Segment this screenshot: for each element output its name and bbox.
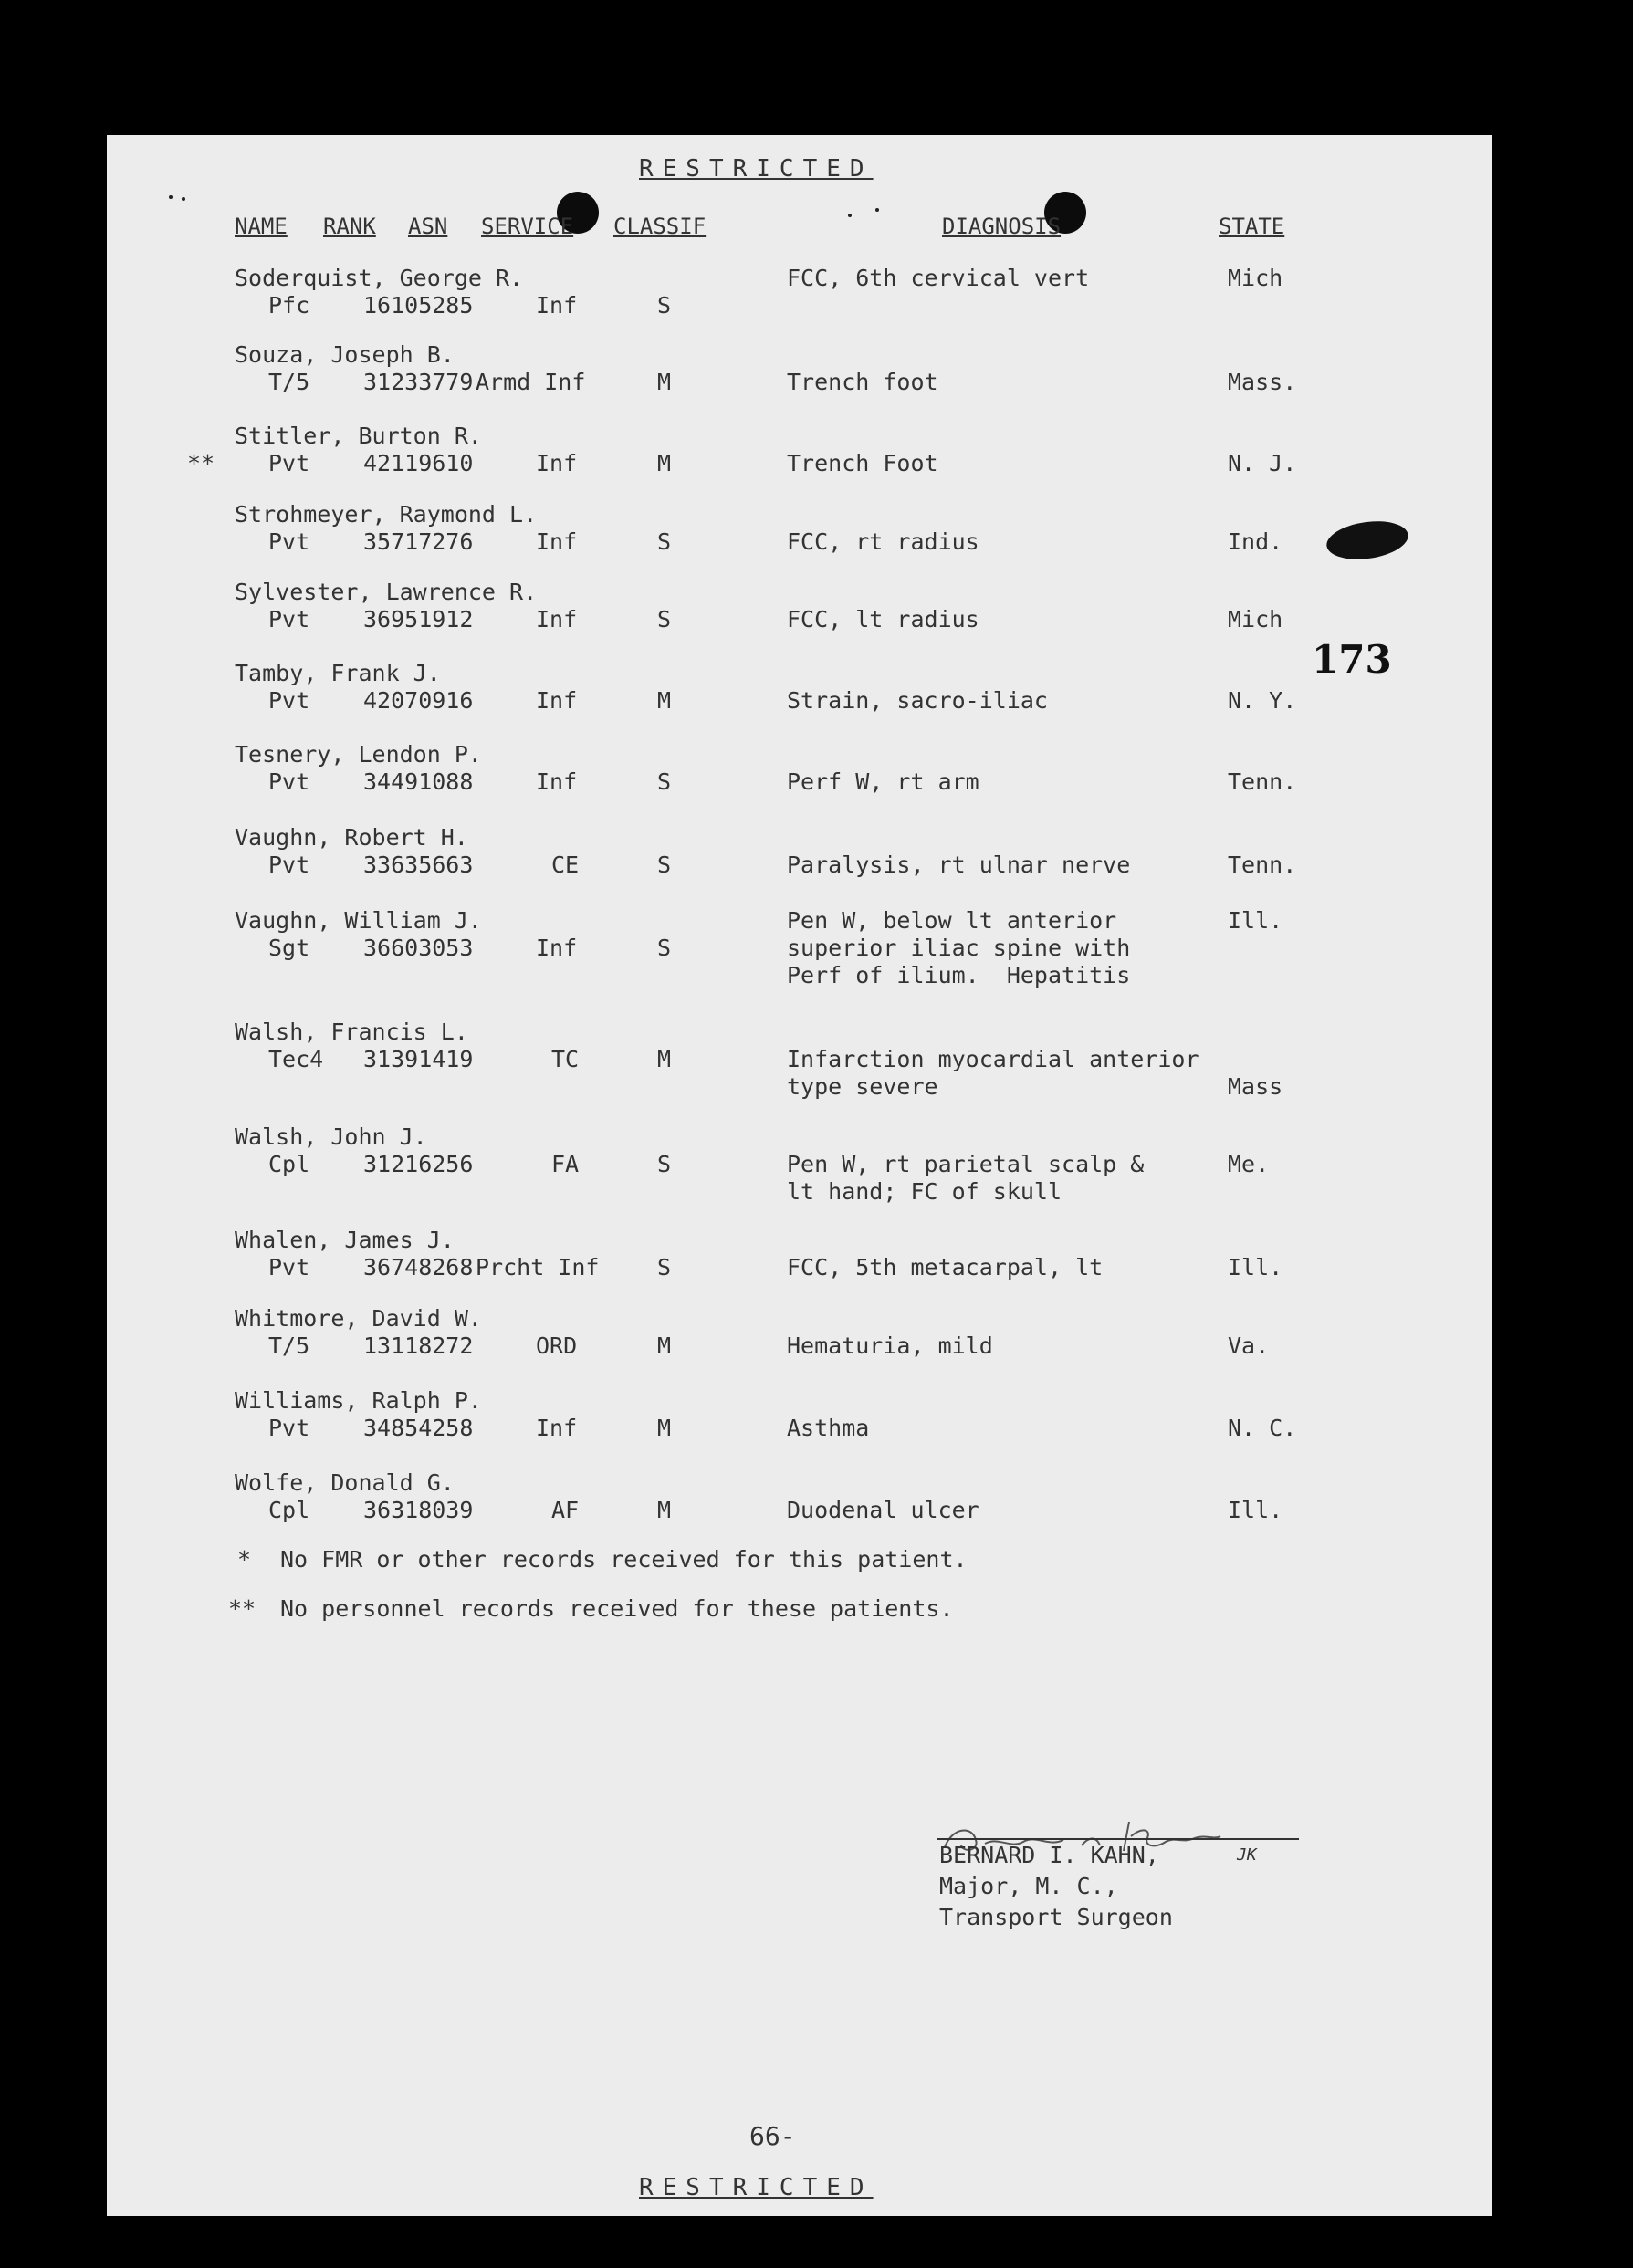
patient-diagnosis-line: Trench Foot [787,450,938,476]
patient-state: Tenn. [1228,852,1297,878]
patient-name: Vaughn, William J. [235,907,482,934]
patient-classif: S [657,852,672,878]
patient-diagnosis-line: FCC, lt radius [787,606,979,632]
col-diagnosis: DIAGNOSIS [942,214,1062,239]
patient-rank: Pvt [268,768,310,795]
col-asn: ASN [408,214,448,239]
patient-service: Inf [536,528,578,555]
patient-name: Stitler, Burton R. [235,423,482,449]
patient-classif: S [657,292,672,319]
patient-name: Tamby, Frank J. [235,660,441,686]
patient-asn: 42119610 [363,450,474,476]
patient-service: Inf [536,606,578,632]
patient-state: Tenn. [1228,768,1297,795]
patient-asn: 36951912 [363,606,474,632]
footnote-mark-1: * [237,1546,252,1573]
patient-classif: M [657,1415,672,1441]
patient-diagnosis-line: superior iliac spine with [787,935,1131,961]
patient-diagnosis-line: Duodenal ulcer [787,1497,979,1523]
patient-classif: S [657,1254,672,1280]
patient-rank: Cpl [268,1497,310,1523]
patient-classif: M [657,369,672,395]
patient-diagnosis-line: Pen W, rt parietal scalp & [787,1151,1145,1177]
patient-service: CE [551,852,580,878]
patient-classif: M [657,1333,672,1359]
patient-asn: 34854258 [363,1415,474,1441]
patient-asn: 36748268 [363,1254,474,1280]
patient-classif: M [657,1046,672,1072]
page-footer-number: 66- [749,2121,796,2151]
patient-diagnosis-line: Perf of ilium. Hepatitis [787,962,1131,988]
patient-asn: 36318039 [363,1497,474,1523]
patient-rank: Pvt [268,450,310,476]
patient-state: Ill. [1228,1497,1283,1523]
patient-name: Strohmeyer, Raymond L. [235,501,538,528]
patient-asn: 42070916 [363,687,474,714]
patient-state: Mass. [1228,369,1297,395]
speck [182,197,185,201]
col-state: STATE [1219,214,1285,239]
patient-rank: Pvt [268,528,310,555]
speck [875,208,879,212]
patient-name: Walsh, Francis L. [235,1019,468,1045]
patient-asn: 33635663 [363,852,474,878]
speck [169,195,173,199]
patient-service: ORD [536,1333,578,1359]
patient-diagnosis-line: Strain, sacro-iliac [787,687,1048,714]
patient-diagnosis-line: Perf W, rt arm [787,768,979,795]
patient-name: Wolfe, Donald G. [235,1469,455,1496]
patient-service: Inf [536,450,578,476]
patient-rank: Pvt [268,1254,310,1280]
patient-diagnosis-line: Paralysis, rt ulnar nerve [787,852,1131,878]
patient-asn: 31216256 [363,1151,474,1177]
patient-classif: S [657,528,672,555]
patient-diagnosis-line: FCC, 5th metacarpal, lt [787,1254,1104,1280]
patient-service: Inf [536,1415,578,1441]
patient-diagnosis-line: Hematuria, mild [787,1333,993,1359]
patient-name: Vaughn, Robert H. [235,824,468,851]
signer-initials: JK [1237,1845,1257,1865]
signature-line [937,1838,1299,1840]
speck [848,214,852,217]
patient-asn: 31233779 [363,369,474,395]
patient-rank: Cpl [268,1151,310,1177]
patient-diagnosis-line: lt hand; FC of skull [787,1178,1062,1205]
patient-service: AF [551,1497,580,1523]
footnote-text-1: No FMR or other records received for this patient. [280,1546,968,1573]
signer-rank: Major, M. C., [939,1873,1118,1899]
footnote-text-2: No personnel records received for these patients. [280,1595,954,1622]
patient-rank: Tec4 [268,1046,324,1072]
patient-state: N. Y. [1228,687,1297,714]
patient-rank: T/5 [268,369,310,395]
patient-asn: 35717276 [363,528,474,555]
patient-diagnosis-line: FCC, 6th cervical vert [787,265,1090,291]
header-marking: RESTRICTED [639,155,874,183]
patient-rank: Pvt [268,606,310,632]
ink-smudge [1324,517,1411,564]
patient-name: Whalen, James J. [235,1227,455,1253]
patient-rank: Pvt [268,1415,310,1441]
patient-diagnosis-line: FCC, rt radius [787,528,979,555]
patient-service: FA [551,1151,580,1177]
patient-state: Ill. [1228,907,1283,934]
patient-state: Me. [1228,1151,1270,1177]
patient-state: Va. [1228,1333,1270,1359]
patient-state: Mass [1228,1073,1283,1100]
patient-asn: 36603053 [363,935,474,961]
patient-diagnosis-line: Pen W, below lt anterior [787,907,1117,934]
patient-state: Ill. [1228,1254,1283,1280]
patient-diagnosis-line: Asthma [787,1415,870,1441]
patient-state: Mich [1228,265,1283,291]
col-service: SERVICE [481,214,574,239]
patient-name: Souza, Joseph B. [235,341,455,368]
footnote-mark-2: ** [228,1595,256,1622]
patient-service: TC [551,1046,580,1072]
stamped-page-number: 173 [1312,637,1392,682]
patient-classif: M [657,687,672,714]
patient-classif: M [657,1497,672,1523]
patient-asn: 31391419 [363,1046,474,1072]
patient-classif: S [657,935,672,961]
patient-service: Prcht Inf [476,1254,600,1280]
signer-name: BERNARD I. KAHN, [939,1842,1159,1868]
patient-classif: M [657,450,672,476]
patient-classif: S [657,768,672,795]
patient-name: Soderquist, George R. [235,265,524,291]
patient-rank: Sgt [268,935,310,961]
patient-state: N. J. [1228,450,1297,476]
footer-marking: RESTRICTED [639,2174,874,2201]
patient-state: Mich [1228,606,1283,632]
patient-classif: S [657,1151,672,1177]
patient-diagnosis-line: Infarction myocardial anterior [787,1046,1199,1072]
patient-name: Whitmore, David W. [235,1305,482,1332]
patient-diagnosis-line: type severe [787,1073,938,1100]
row-mark: ** [187,450,215,476]
patient-asn: 34491088 [363,768,474,795]
patient-classif: S [657,606,672,632]
patient-state: N. C. [1228,1415,1297,1441]
patient-asn: 16105285 [363,292,474,319]
patient-state: Ind. [1228,528,1283,555]
patient-rank: Pvt [268,852,310,878]
patient-service: Inf [536,687,578,714]
col-rank: RANK [323,214,376,239]
patient-name: Sylvester, Lawrence R. [235,579,538,605]
patient-name: Tesnery, Lendon P. [235,741,482,768]
patient-name: Walsh, John J. [235,1124,427,1150]
patient-asn: 13118272 [363,1333,474,1359]
patient-rank: Pvt [268,687,310,714]
patient-service: Inf [536,935,578,961]
col-name: NAME [235,214,288,239]
patient-service: Inf [536,768,578,795]
patient-service: Armd Inf [476,369,586,395]
col-classif: CLASSIF [613,214,707,239]
patient-rank: Pfc [268,292,310,319]
patient-rank: T/5 [268,1333,310,1359]
document-page [107,135,1492,2216]
patient-service: Inf [536,292,578,319]
signer-title: Transport Surgeon [939,1904,1173,1930]
patient-diagnosis-line: Trench foot [787,369,938,395]
patient-name: Williams, Ralph P. [235,1387,482,1414]
